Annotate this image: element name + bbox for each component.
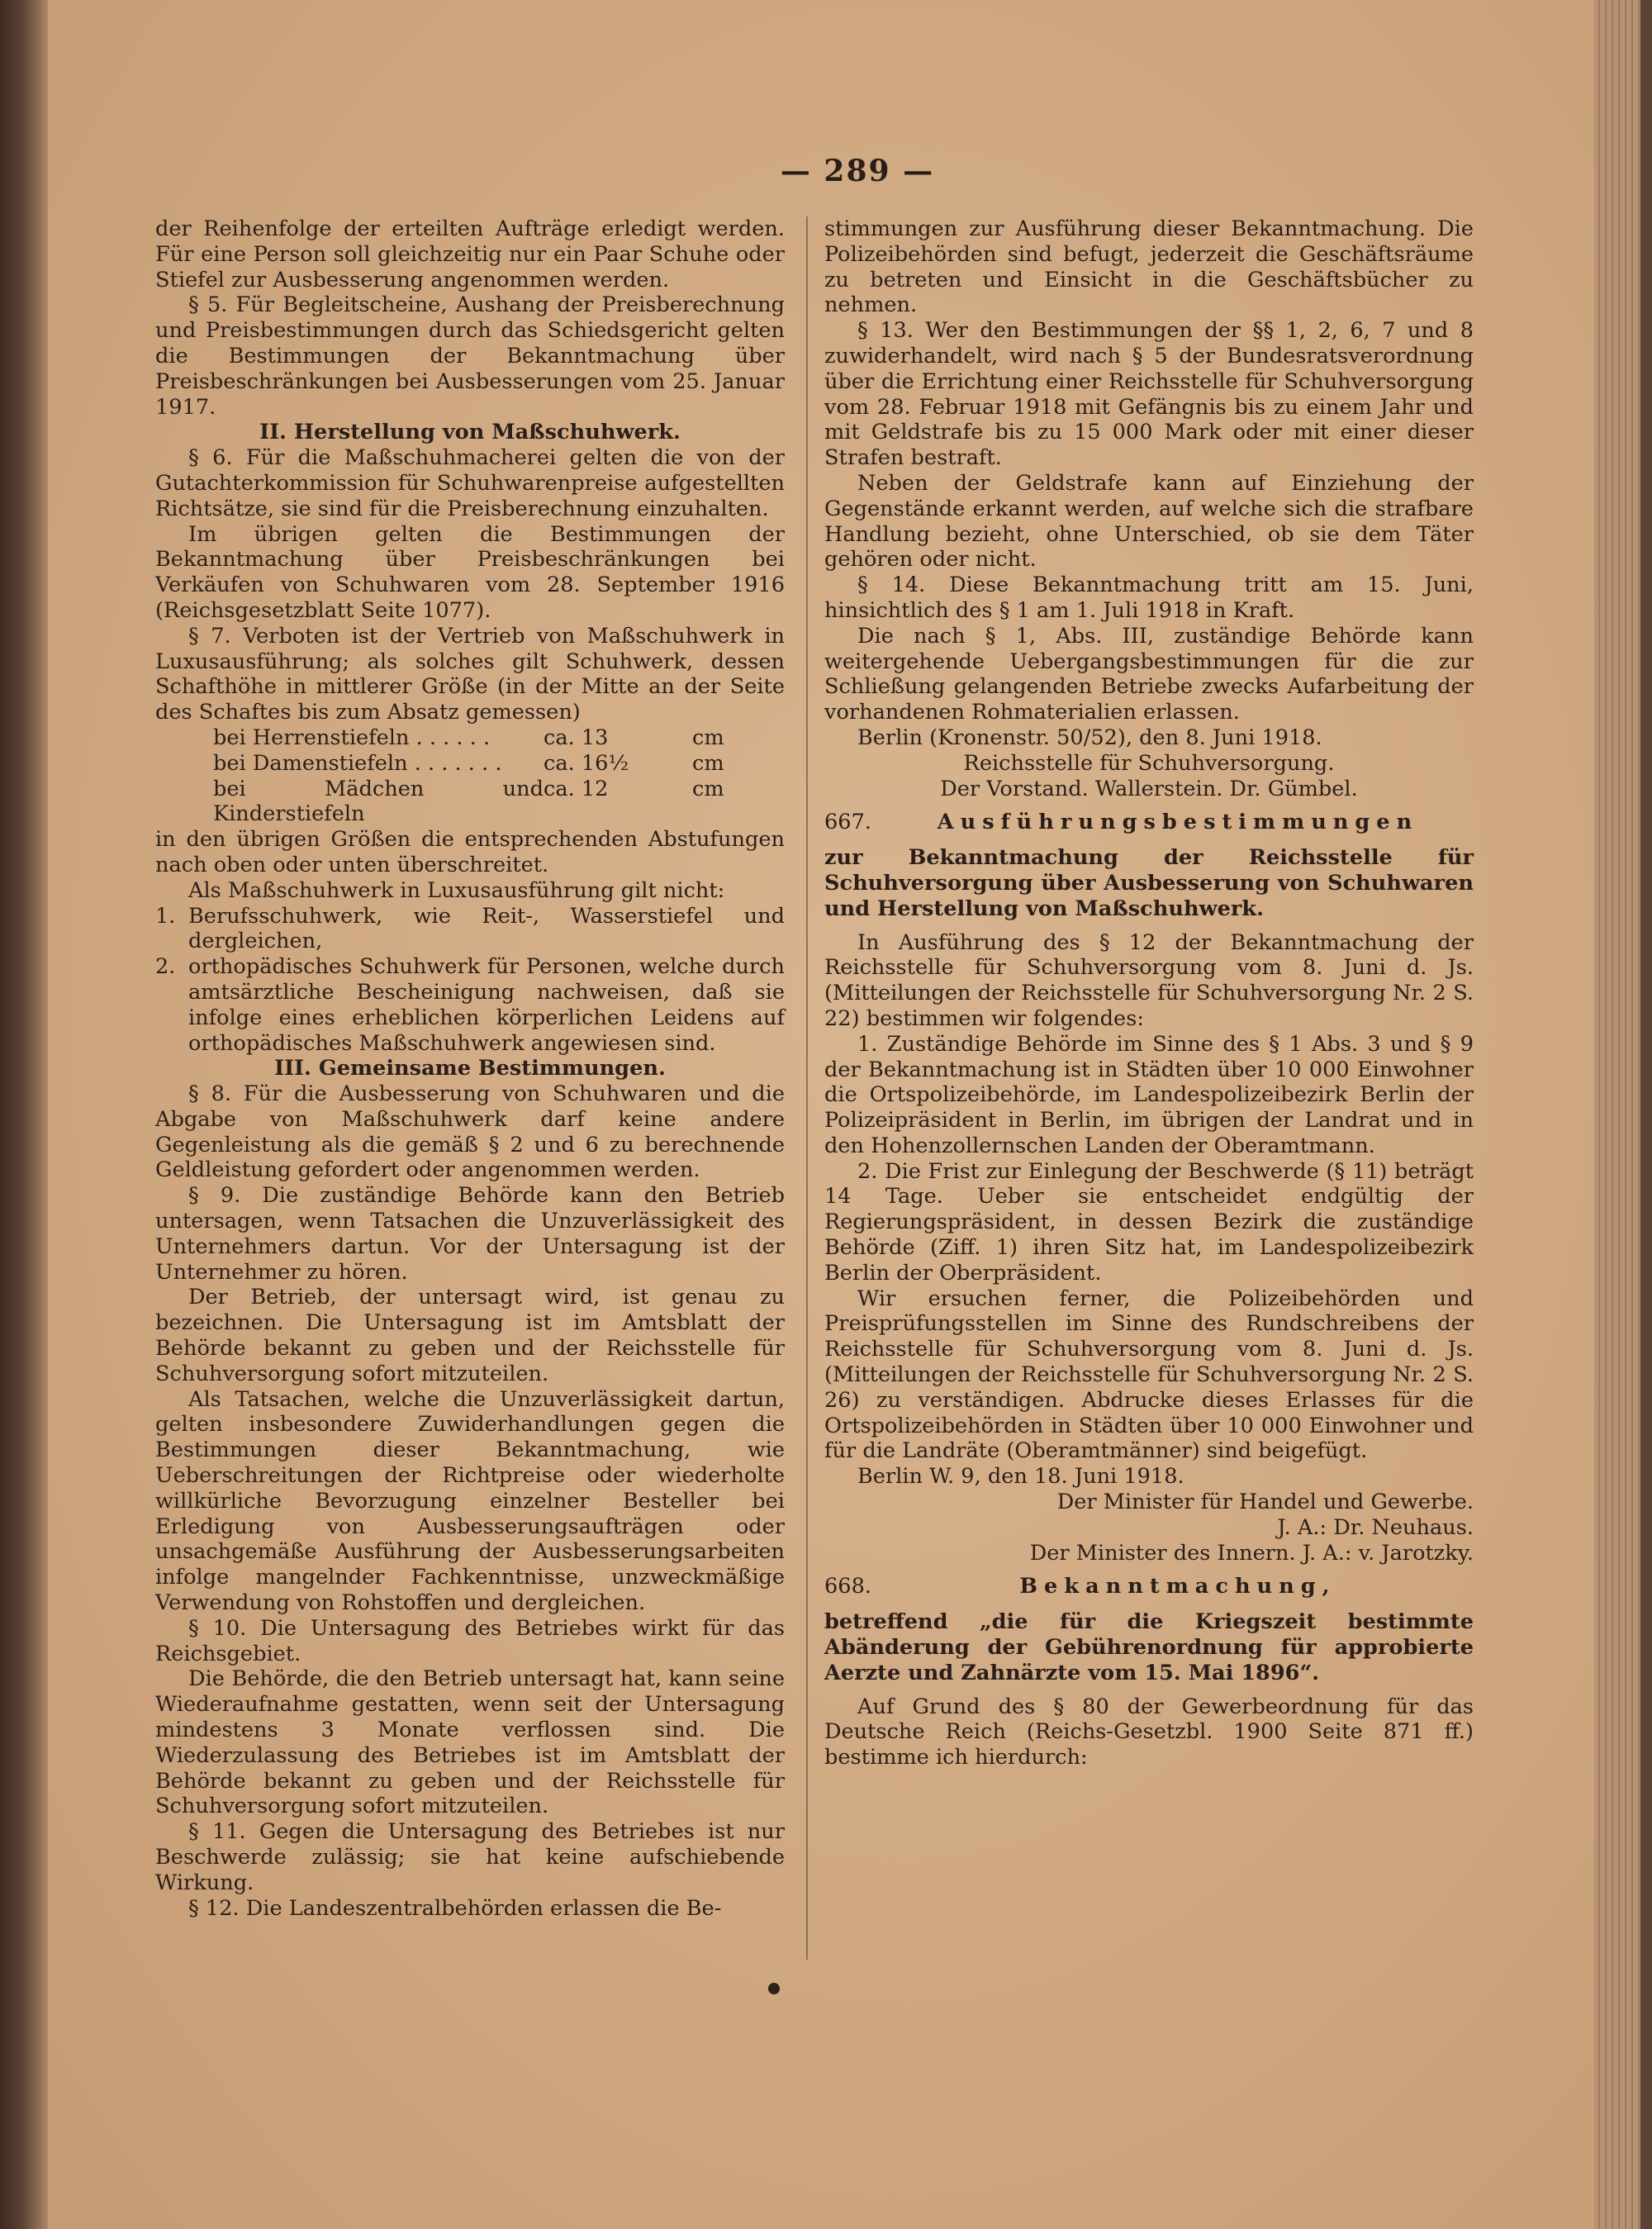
paragraph: § 12. Die Landeszentralbehörden erlassen die Be-	[188, 1895, 722, 1921]
measure-value: ca. 16½	[544, 750, 629, 776]
cover-edge	[1640, 0, 1652, 2229]
measure-label: bei Damenstiefeln . . . . . . .	[213, 750, 502, 776]
entry-subtitle: zur Bekanntmachung der Reichsstelle für Schuhversorgung über Ausbesserung von Schuhwaren und Herstellung von Maßschuhwerk.	[824, 845, 1474, 921]
measure-label: bei Mädchen und Kinderstiefeln	[213, 776, 544, 827]
paragraph: Als Maßschuhwerk in Luxusausführung gilt nicht:	[188, 877, 725, 903]
signatories: Der Vorstand. Wallerstein. Dr. Gümbel.	[940, 776, 1358, 801]
page-number: — 289 —	[780, 154, 935, 188]
list-item	[155, 954, 785, 1056]
book-binding	[0, 0, 48, 2229]
authority: Der Minister für Handel und Gewerbe.	[1056, 1490, 1474, 1515]
entry-header	[824, 810, 1474, 835]
paragraph: Neben der Geldstrafe kann auf Einziehung der Gegenstände erkannt werden, auf welche sich die strafbare Handlung bezieht, ohne Unterschied, ob sie dem Täter gehören oder nicht.	[824, 470, 1474, 573]
paragraph: Der Betrieb, der untersagt wird, ist genau zu bezeichnen. Die Untersagung ist im Amtsblatt der Behörde bekannt zu geben und der Reichsstelle für Schuhversorgung sofort mitzuteilen.	[155, 1285, 785, 1386]
paragraph: 1. Zuständige Behörde im Sinne des § 1 Abs. 3 und § 9 der Bekanntmachung ist in Städten über 10 000 Einwohner die Ortspolizeibehörde, im Landespolizeibezirk Berlin der Polizeipräsident in Berlin, im übrigen der Landrat und in den Hohenzollernschen Landen der Oberamtmann.	[824, 1031, 1474, 1158]
measure-row	[155, 725, 785, 751]
section-heading: II. Herstellung von Maßschuhwerk.	[259, 420, 681, 445]
measure-unit: cm	[692, 750, 724, 776]
entry-number: 667.	[824, 810, 871, 835]
section-heading: III. Gemeinsame Bestimmungen.	[274, 1056, 666, 1081]
measure-unit: cm	[692, 776, 724, 801]
measure-value: ca. 12	[544, 776, 609, 801]
entry-number: 668.	[824, 1574, 871, 1599]
paragraph: 2. Die Frist zur Einlegung der Beschwerde (§ 11) beträgt 14 Tage. Ueber sie entscheidet endgültig der Regierungspräsident, in dessen Bezirk die zuständige Behörde (Ziff. 1) ihren Sitz hat, im Landespolizeibezirk Berlin der Oberpräsident.	[824, 1158, 1474, 1286]
list-number: 2.	[155, 954, 176, 980]
paragraph: § 10. Die Untersagung des Betriebes wirkt für das Reichsgebiet.	[155, 1615, 785, 1666]
paragraph: § 13. Wer den Bestimmungen der §§ 1, 2, 6, 7 und 8 zuwiderhandelt, wird nach § 5 der Bundesratsverordnung über die Errichtung einer Reichsstelle für Schuhversorgung vom 28. Februar 1918 mit Gefängnis bis zu einem Jahr und mit Geldstrafe bis zu 15 000 Mark oder mit einer dieser Strafen bestraft.	[824, 318, 1474, 471]
paragraph: Die Behörde, die den Betrieb untersagt hat, kann seine Wiederaufnahme gestatten, wenn seit der Untersagung mindestens 3 Monate verflossen sind. Die Wiederzulassung des Betriebes ist im Amtsblatt der Behörde bekannt zu geben und der Reichsstelle für Schuhversorgung sofort mitzuteilen.	[155, 1666, 785, 1819]
paragraph: Die nach § 1, Abs. III, zuständige Behörde kann weitergehende Uebergangsbestimmungen für die zur Schließung gelangenden Betriebe zwecks Aufarbeitung der vorhandenen Rohmaterialien erlassen.	[824, 623, 1474, 725]
entry-title: Ausführungsbestimmungen	[937, 810, 1419, 835]
list-number: 1.	[155, 903, 176, 929]
place-date: Berlin W. 9, den 18. Juni 1918.	[857, 1464, 1184, 1490]
paragraph: § 6. Für die Maßschuhmacherei gelten die von der Gutachterkommission für Schuhwarenpreise aufgestellten Richtsätze, sie sind für die Preisberechnung einzuhalten.	[155, 445, 785, 521]
left-column	[155, 216, 785, 1921]
entry-header	[824, 1574, 1474, 1599]
right-column	[824, 216, 1474, 1770]
paragraph: § 7. Verboten ist der Vertrieb von Maßschuhwerk in Luxusausführung; als solches gilt Schuhwerk, dessen Schafthöhe in mittlerer Größe (in der Mitte an der Seite des Schaftes bis zum Absatz gemessen)	[155, 623, 785, 725]
entry-title: Bekanntmachung,	[1019, 1574, 1336, 1599]
paragraph: In Ausführung des § 12 der Bekanntmachung der Reichsstelle für Schuhversorgung vom 8. Juni d. Js. (Mitteilungen der Reichsstelle für Schuhversorgung Nr. 2 S. 22) bestimmen wir folgendes:	[824, 929, 1474, 1031]
paragraph: Im übrigen gelten die Bestimmungen der Bekanntmachung über Preisbeschränkungen bei Verkäufen von Schuhwaren vom 28. September 1916 (Reichsgesetzblatt Seite 1077).	[155, 521, 785, 623]
page	[48, 0, 1594, 2229]
paragraph: Als Tatsachen, welche die Unzuverlässigkeit dartun, gelten insbesondere Zuwiderhandlungen gegen die Bestimmungen dieser Bekanntmachung, wie Ueberschreitungen der Richtpreise oder wiederholte willkürliche Bevorzugung einzelner Besteller bei Erledigung von Ausbesserungsaufträgen oder unsachgemäße Ausführung der Ausbesserungsarbeiten infolge mangelnder Fachkenntnisse, unzweckmäßige Verwendung von Rohstoffen und dergleichen.	[155, 1386, 785, 1616]
measure-row	[155, 751, 785, 777]
paragraph: in den übrigen Größen die entsprechenden Abstufungen nach oben oder unten überschreitet.	[155, 827, 785, 877]
measure-value: ca. 13	[544, 725, 609, 750]
paragraph: Wir ersuchen ferner, die Polizeibehörden und Preisprüfungsstellen im Sinne des Rundschreibens der Reichsstelle für Schuhversorgung vom 8. Juni d. Js. (Mitteilungen der Reichsstelle für Schuhversorgung Nr. 2 S. 26) zu verständigen. Abdrucke dieses Erlasses für die Ortspolizeibehörden in Städten über 10 000 Einwohner und für die Landräte (Oberamtmänner) sind beigefügt.	[824, 1286, 1474, 1464]
list-item	[155, 904, 785, 955]
paragraph: § 8. Für die Ausbesserung von Schuhwaren und die Abgabe von Maßschuhwerk darf keine andere Gegenleistung als die gemäß § 2 und 6 zu berechnende Geldleistung gefordert oder angenommen werden.	[155, 1081, 785, 1183]
paragraph: § 14. Diese Bekanntmachung tritt am 15. Juni, hinsichtlich des § 1 am 1. Juli 1918 in Kraft.	[824, 573, 1474, 623]
entry-subtitle: betreffend „die für die Kriegszeit bestimmte Abänderung der Gebührenordnung für approbierte Aerzte und Zahnärzte vom 15. Mai 1896“.	[824, 1609, 1474, 1685]
paragraph: § 5. Für Begleitscheine, Aushang der Preisberechnung und Preisbestimmungen durch das Schiedsgericht gelten die Bestimmungen der Bekanntmachung über Preisbeschränkungen bei Ausbesserungen vom 25. Januar 1917.	[155, 292, 785, 420]
measure-label: bei Herrenstiefeln . . . . . .	[213, 725, 491, 750]
ink-dot	[768, 1983, 780, 1994]
column-divider	[806, 216, 808, 1960]
exception-list	[155, 904, 785, 1057]
list-text: Berufsschuhwerk, wie Reit-, Wasserstiefel und dergleichen,	[188, 903, 785, 954]
paragraph: § 11. Gegen die Untersagung des Betriebes ist nur Beschwerde zulässig; sie hat keine aufschiebende Wirkung.	[155, 1819, 785, 1895]
paragraph: der Reihenfolge der erteilten Aufträge erledigt werden. Für eine Person soll gleichzeitig nur ein Paar Schuhe oder Stiefel zur Ausbesserung angenommen werden.	[155, 216, 785, 292]
paragraph: Auf Grund des § 80 der Gewerbeordnung für das Deutsche Reich (Reichs-Gesetzbl. 1900 Seite 871 ff.) bestimme ich hierdurch:	[824, 1694, 1474, 1770]
paragraph: § 9. Die zuständige Behörde kann den Betrieb untersagen, wenn Tatsachen die Unzuverlässigkeit des Unternehmers dartun. Vor der Untersagung ist der Unternehmer zu hören.	[155, 1183, 785, 1285]
signatory: J. A.: Dr. Neuhaus.	[1277, 1514, 1474, 1540]
place-date: Berlin (Kronenstr. 50/52), den 8. Juni 1918.	[857, 725, 1322, 750]
measure-unit: cm	[692, 725, 724, 750]
paragraph: stimmungen zur Ausführung dieser Bekanntmachung. Die Polizeibehörden sind befugt, jederzeit die Geschäftsräume zu betreten und Einsicht in die Geschäftsbücher zu nehmen.	[824, 216, 1474, 318]
authority: Der Minister des Innern. J. A.: v. Jarotzky.	[1029, 1540, 1474, 1566]
measure-row	[155, 777, 785, 828]
list-text: orthopädisches Schuhwerk für Personen, welche durch amtsärztliche Bescheinigung nachweisen, daß sie infolge eines erheblichen körperlichen Leidens auf orthopädisches Maßschuhwerk angewiesen sind.	[188, 954, 785, 1056]
authority: Reichsstelle für Schuhversorgung.	[963, 750, 1335, 776]
